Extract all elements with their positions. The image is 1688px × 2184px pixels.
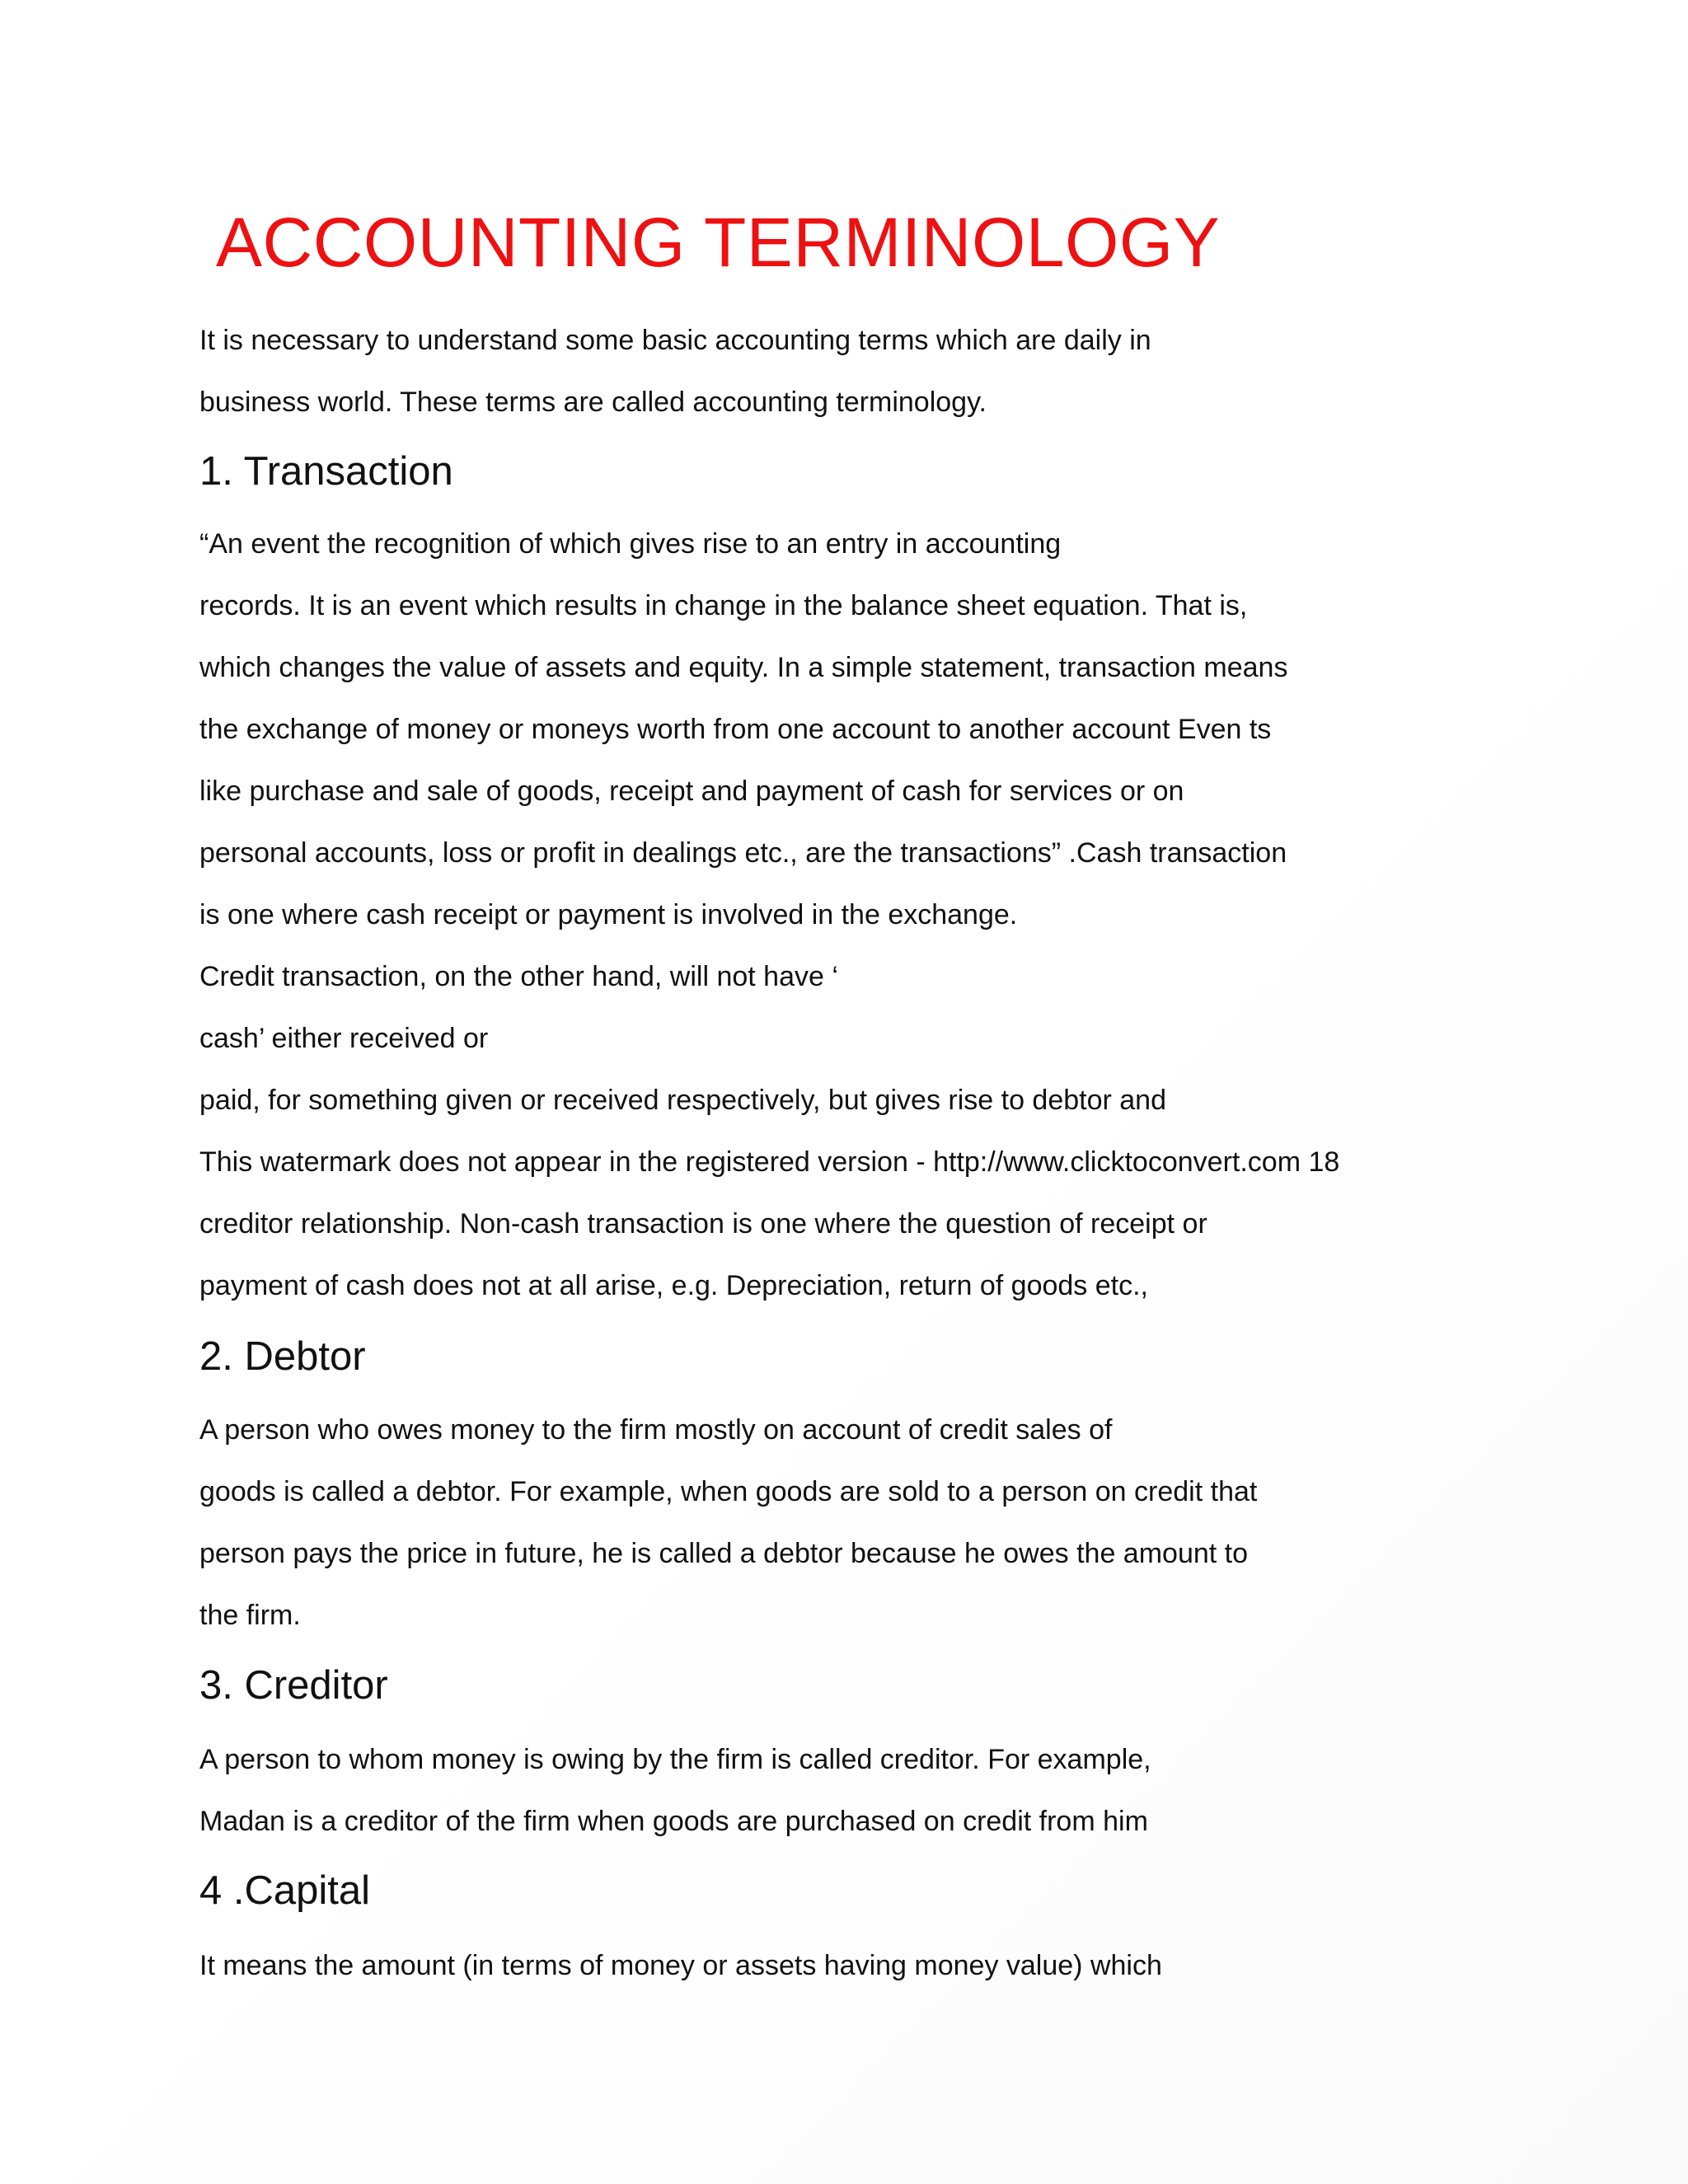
paragraph-line: which changes the value of assets and equity. In a simple statement, transaction means: [199, 652, 1288, 683]
paragraph-line: Credit transaction, on the other hand, will not have ‘: [199, 961, 838, 992]
paragraph-line: personal accounts, loss or profit in dealings etc., are the transactions” .Cash transaction: [199, 837, 1287, 869]
paragraph-line: person pays the price in future, he is called a debtor because he owes the amount to: [199, 1538, 1249, 1569]
paragraph-line: paid, for something given or received respectively, but gives rise to debtor and: [199, 1085, 1166, 1116]
paragraph-line: A person to whom money is owing by the firm is called creditor. For example,: [199, 1744, 1151, 1775]
intro-line: business world. These terms are called accounting terminology.: [199, 387, 987, 418]
paragraph-line: payment of cash does not at all arise, e.g. Depreciation, return of goods etc.,: [199, 1270, 1148, 1301]
section-heading-transaction: 1. Transaction: [199, 449, 453, 494]
section-heading-creditor: 3. Creditor: [199, 1663, 388, 1708]
page-title: ACCOUNTING TERMINOLOGY: [216, 204, 1221, 281]
paragraph-line: It means the amount (in terms of money or assets having money value) which: [199, 1950, 1162, 1981]
paragraph-line: cash’ either received or: [199, 1023, 489, 1054]
paragraph-line: Madan is a creditor of the firm when goods are purchased on credit from him: [199, 1806, 1148, 1837]
paragraph-line: the firm.: [199, 1600, 301, 1631]
section-heading-capital: 4 .Capital: [199, 1868, 371, 1913]
paragraph-line: “An event the recognition of which gives rise to an entry in accounting: [199, 528, 1062, 560]
paragraph-line: the exchange of money or moneys worth from one account to another account Even ts: [199, 714, 1272, 745]
paragraph-line: records. It is an event which results in change in the balance sheet equation. That is,: [199, 590, 1248, 621]
paragraph-line: creditor relationship. Non-cash transaction is one where the question of receipt or: [199, 1208, 1207, 1240]
paragraph-line: goods is called a debtor. For example, when goods are sold to a person on credit that: [199, 1476, 1258, 1507]
paragraph-line: like purchase and sale of goods, receipt and payment of cash for services or on: [199, 776, 1184, 807]
watermark-line: This watermark does not appear in the registered version - http://www.clicktoconvert.com 18: [199, 1146, 1340, 1178]
intro-line: It is necessary to understand some basic accounting terms which are daily in: [199, 325, 1151, 356]
paragraph-line: A person who owes money to the firm mostly on account of credit sales of: [199, 1414, 1113, 1446]
section-heading-debtor: 2. Debtor: [199, 1334, 366, 1379]
paragraph-line: is one where cash receipt or payment is involved in the exchange.: [199, 899, 1018, 930]
